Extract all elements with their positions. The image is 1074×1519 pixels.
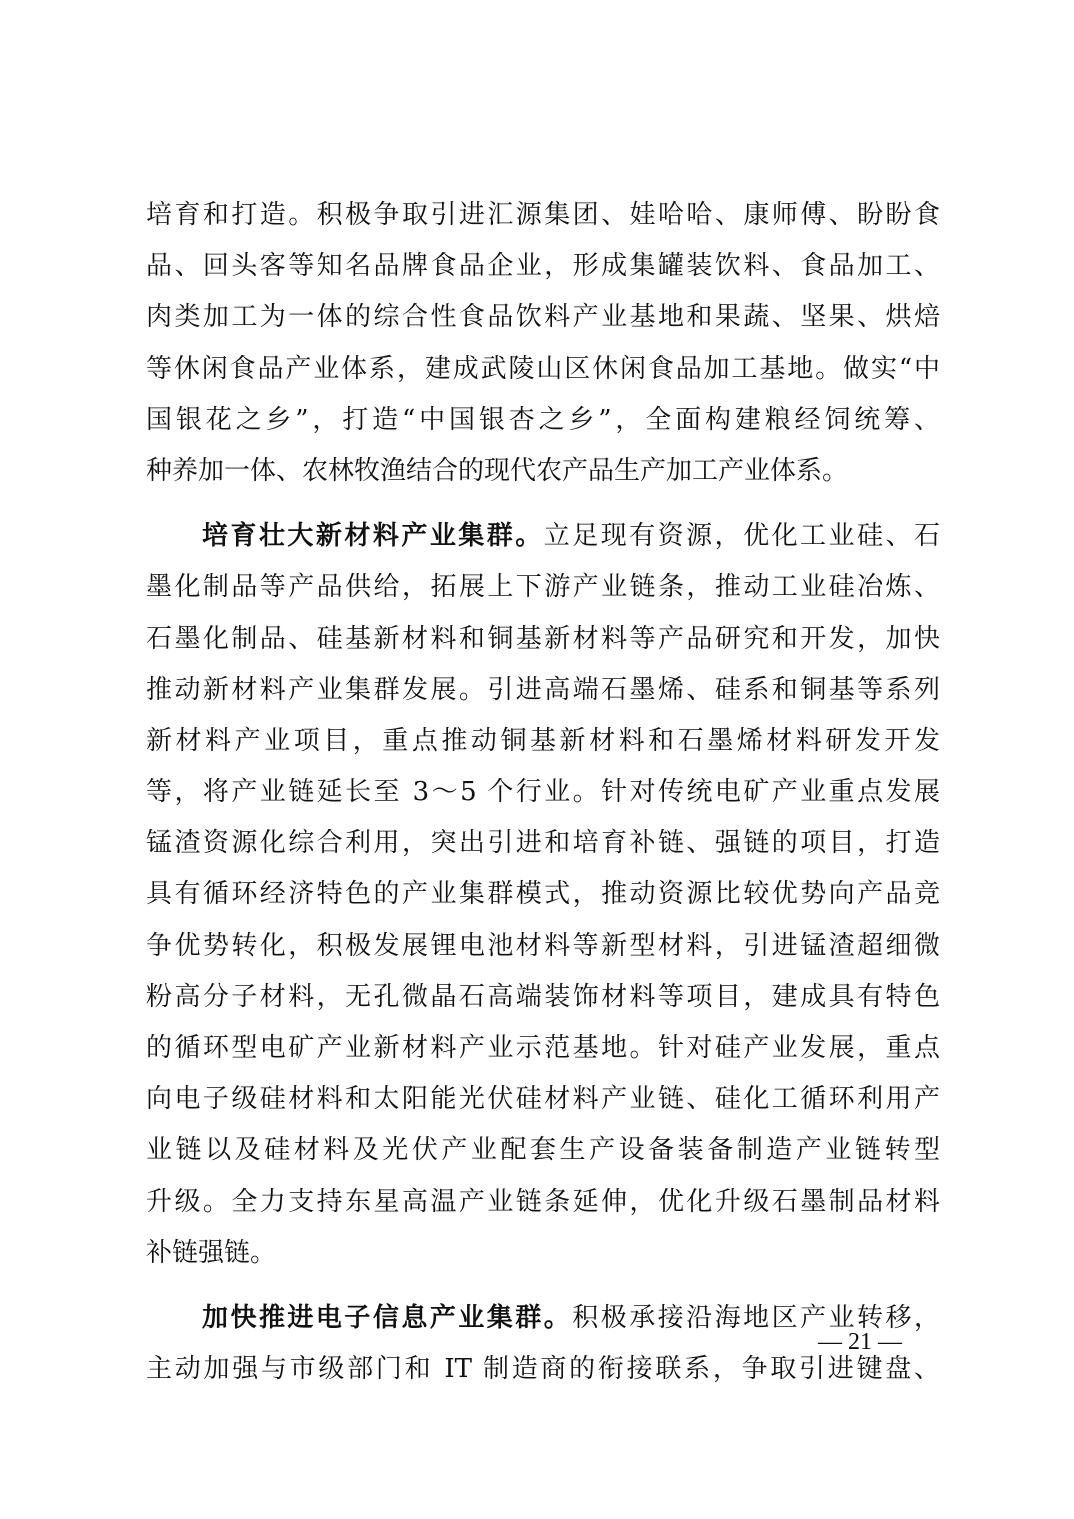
line-text: 主动加强与市级部门和 IT 制造商的衔接联系，争取引进键盘、 — [146, 1354, 940, 1385]
paragraph-heading: 培育壮大新材料产业集群。 — [202, 521, 544, 552]
text-line — [146, 190, 940, 241]
text-line — [146, 292, 940, 343]
text-line — [146, 921, 940, 972]
text-line — [146, 972, 940, 1023]
line-text: 等休闲食品产业体系，建成武陵山区休闲食品加工基地。做实“中 — [146, 353, 940, 384]
line-text: 的循环型电矿产业新材料产业示范基地。针对硅产业发展，重点 — [146, 1033, 940, 1063]
text-line — [146, 665, 940, 716]
text-line — [146, 1125, 940, 1176]
text-line — [146, 767, 940, 818]
line-text: 墨化制品等产品供给，拓展上下游产业链条，推动工业硅冶炼、 — [146, 572, 940, 603]
line-text: 具有循环经济特色的产业集群模式，推动资源比较优势向产品竞 — [146, 879, 940, 910]
line-text: 锰渣资源化综合利用，突出引进和培育补链、强链的项目，打造 — [146, 828, 940, 859]
line-text: 补链强链。 — [146, 1237, 277, 1268]
text-line — [146, 395, 940, 446]
line-text: 种养加一体、农林牧渔结合的现代农产品生产加工产业体系。 — [146, 455, 849, 486]
line-text: 推动新材料产业集群发展。引进高端石墨烯、硅系和铜基等系列 — [146, 674, 940, 705]
paragraph-heading: 加快推进电子信息产业集群。 — [202, 1302, 573, 1333]
text-line — [146, 1023, 940, 1074]
text-line — [146, 869, 940, 920]
body-text — [146, 190, 940, 1395]
line-text: 积极承接沿海地区产业转移， — [572, 1302, 940, 1333]
text-line — [146, 1177, 940, 1228]
text-line — [146, 344, 940, 395]
line-text: 新材料产业项目，重点推动铜基新材料和石墨烯材料研发开发 — [146, 725, 940, 756]
text-line — [146, 562, 940, 613]
page-number: — 21 — — [818, 1329, 902, 1355]
line-text: 争优势转化，积极发展锂电池材料等新型材料，引进锰渣超细微 — [146, 930, 940, 961]
text-line — [146, 818, 940, 869]
line-text: 培育和打造。积极争取引进汇源集团、娃哈哈、康师傅、盼盼食 — [146, 200, 940, 230]
line-text: 粉高分子材料，无孔微晶石高端装饰材料等项目，建成具有特色 — [146, 981, 940, 1012]
text-line — [146, 1228, 940, 1279]
line-text: 等，将产业链延长至 3～5 个行业。针对传统电矿产业重点发展 — [146, 777, 940, 808]
text-line — [146, 446, 940, 497]
text-line-with-heading — [146, 511, 940, 562]
line-text: 升级。全力支持东星高温产业链条延伸，优化升级石墨制品材料 — [146, 1186, 940, 1217]
line-text: 立足现有资源，优化工业硅、石 — [543, 521, 940, 552]
line-text: 品、回头客等知名品牌食品企业，形成集罐装饮料、食品加工、 — [146, 251, 940, 282]
text-line — [146, 241, 940, 292]
line-text: 国银花之乡”，打造“中国银杏之乡”，全面构建粮经饲统筹、 — [146, 404, 940, 435]
line-text: 向电子级硅材料和太阳能光伏硅材料产业链、硅化工循环利用产 — [146, 1084, 940, 1115]
text-line — [146, 716, 940, 767]
text-line — [146, 1074, 940, 1125]
text-line — [146, 614, 940, 665]
line-text: 业链以及硅材料及光伏产业配套生产设备装备制造产业链转型 — [146, 1135, 940, 1166]
line-text: 石墨化制品、硅基新材料和铜基新材料等产品研究和开发，加快 — [146, 623, 940, 654]
line-text: 肉类加工为一体的综合性食品饮料产业基地和果蔬、坚果、烘焙 — [146, 302, 940, 333]
